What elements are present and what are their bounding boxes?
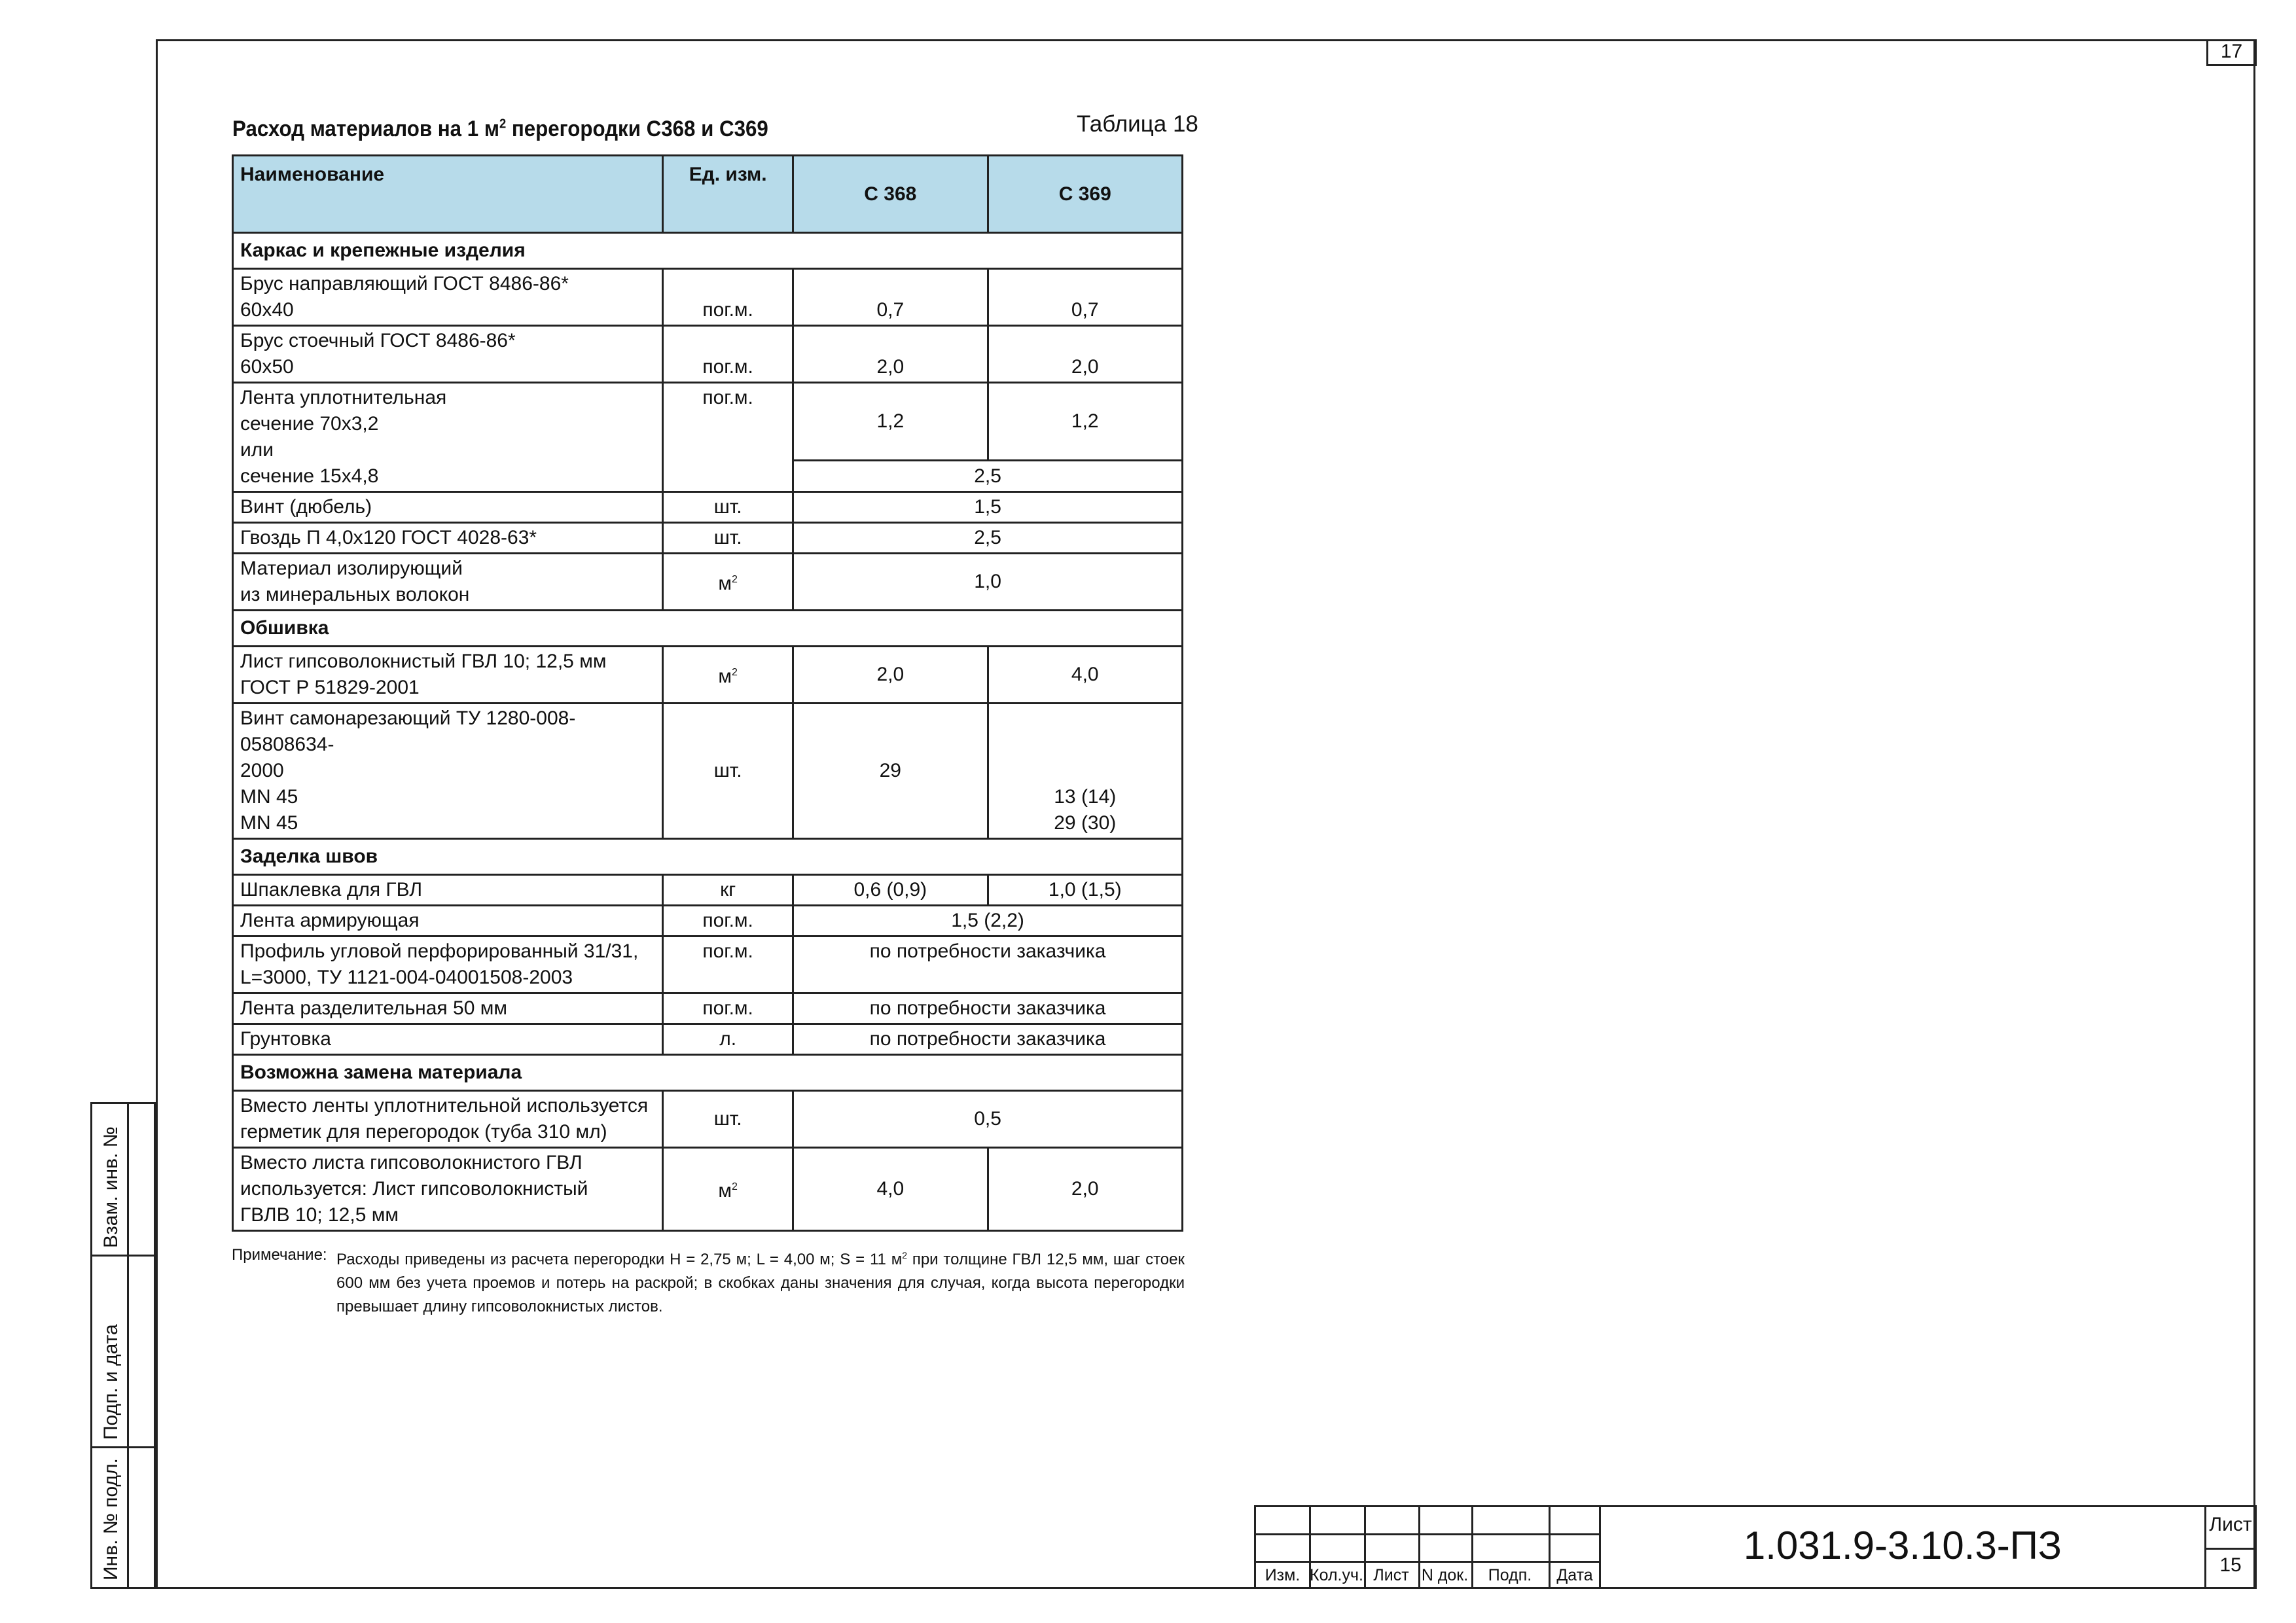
stamp-label-list: Лист	[1373, 1566, 1409, 1584]
table-row: Брус стоечный ГОСТ 8486-86* 60x50 пог.м. 2,0 2,0	[233, 326, 1183, 383]
document-code: 1.031.9-3.10.3-ПЗ	[1601, 1505, 2204, 1589]
table-row: Лист гипсоволокнистый ГВЛ 10; 12,5 мм ГОСТ Р 51829-2001 $м^2$ 2,0 4,0	[233, 647, 1183, 704]
table-row: Материал изолирующий из минеральных волокон $м^2$ 1,0	[233, 554, 1183, 611]
section-row	[233, 1055, 1183, 1091]
side-stamp-vzam	[90, 1102, 156, 1257]
table-row: Винт самонарезающий ТУ 1280-008-05808634- 2000 MN 45 MN 45 шт. 29 13 (14) 29 (30)	[233, 704, 1183, 839]
section-row	[233, 233, 1183, 269]
sheet-box	[2204, 1505, 2257, 1589]
table-row: Вместо листа гипсоволокнистого ГВЛ используется: Лист гипсоволокнистый ГВЛВ 10; 12,5 мм $м^2$ 4,0 2,0	[233, 1148, 1183, 1231]
section-row	[233, 611, 1183, 647]
note-label: Примечание:	[232, 1246, 327, 1264]
table-row: Лента разделительная 50 мм пог.м. по потребности заказчика	[233, 993, 1183, 1024]
side-label-inv: Инв. № подл.	[99, 1458, 122, 1580]
table-number: Таблица 18	[1077, 111, 1198, 137]
table-row: Грунтовка л. по потребности заказчика	[233, 1024, 1183, 1055]
revision-grid	[1254, 1505, 1601, 1589]
sheet-label: Лист	[2209, 1514, 2252, 1535]
sheet-number: 15	[2219, 1554, 2242, 1576]
table-row: Лента армирующая пог.м. 1,5 (2,2)	[233, 906, 1183, 936]
header-c368: С 368	[793, 156, 988, 233]
table-header-row	[233, 156, 1183, 233]
side-stamp-inv	[90, 1446, 156, 1589]
header-name: Наименование	[233, 156, 663, 233]
note-text: Расходы приведены из расчета перегородки Н = 2,75 м; L = 4,00 м; S = 11 $м^2$ при толщине ГВЛ 12,5 мм, шаг стоек 600 мм без учета проемов и потерь на раскрой; в скобках даны значения для случая, когда высота перегородки превышает длину гипсоволокнистых листов.	[336, 1250, 1185, 1315]
stamp-label-ndok: N док.	[1421, 1566, 1469, 1584]
stamp-label-izm: Изм.	[1265, 1566, 1300, 1584]
table-row: Лента уплотнительная сечение 70x3,2 или сечение 15x4,8 пог.м. 1,2 1,2	[233, 383, 1183, 461]
side-stamp-podp	[90, 1255, 156, 1448]
table-row: Винт (дюбель) шт. 1,5	[233, 492, 1183, 523]
stamp-label-data: Дата	[1556, 1566, 1593, 1584]
stamp-label-podp: Подп.	[1488, 1566, 1532, 1584]
side-label-podp: Подп. и дата	[99, 1324, 122, 1440]
stamp-label-koluch: Кол.уч.	[1310, 1566, 1363, 1584]
section-joints: Заделка швов	[233, 839, 1183, 875]
section-sheathing: Обшивка	[233, 611, 1183, 647]
section-row	[233, 839, 1183, 875]
section-frame: Каркас и крепежные изделия	[233, 233, 1183, 269]
table-row: Гвоздь П 4,0x120 ГОСТ 4028-63* шт. 2,5	[233, 523, 1183, 554]
table-row: 2,5	[233, 461, 1183, 492]
table-title: Расход материалов на 1 $м^2$ перегородки С368 и С369	[232, 116, 768, 141]
header-unit: Ед. изм.	[663, 156, 793, 233]
table-row: Шпаклевка для ГВЛ кг 0,6 (0,9) 1,0 (1,5)	[233, 875, 1183, 906]
page-number-top: 17	[2206, 39, 2257, 66]
table-row: Профиль угловой перфорированный 31/31, L=3000, ТУ 1121-004-04001508-2003 пог.м. по потребности заказчика	[233, 936, 1183, 993]
section-replacement: Возможна замена материала	[233, 1055, 1183, 1091]
side-label-vzam: Взам. инв. №	[99, 1126, 122, 1248]
table-row: Вместо ленты уплотнительной используется герметик для перегородок (туба 310 мл) шт. 0,5	[233, 1091, 1183, 1148]
table-row: Брус направляющий ГОСТ 8486-86* 60x40 пог.м. 0,7 0,7	[233, 269, 1183, 326]
header-c369: С 369	[988, 156, 1182, 233]
materials-table	[232, 154, 1183, 1232]
title-block	[1254, 1505, 2257, 1589]
